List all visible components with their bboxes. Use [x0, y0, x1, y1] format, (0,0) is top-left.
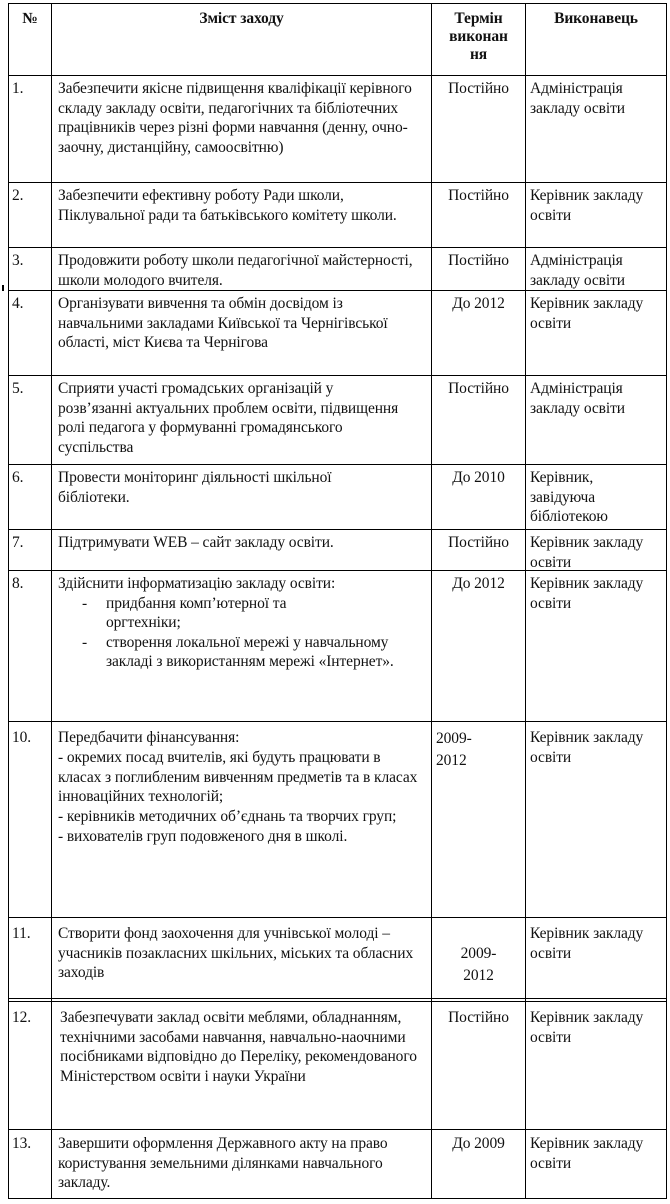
row-exec: Керівник закладу освіти — [530, 1009, 644, 1046]
rule — [8, 529, 667, 530]
rule — [8, 917, 667, 918]
row-term: Постійно — [448, 534, 509, 551]
row-num: 8. — [12, 575, 24, 592]
row-exec: Адміністрація закладу освіти — [530, 80, 625, 117]
row-task-text: Здійснити інформатизацію закладу освіти: — [58, 575, 336, 592]
row-exec: Керівник закладу освіти — [530, 575, 644, 612]
rule — [8, 3, 9, 1199]
row-term: Постійно — [448, 80, 509, 97]
row-task: Передбачити фінансування: - окремих посад вчителів, які будуть працювати в класах з поглибленим вивченням предметів та в класах інноваційних технологій; - керівників методичних об’єднань та творчих груп; - вихователів груп подовженого дня в школі. — [58, 729, 418, 845]
row-task: Забезпечувати заклад освіти меблями, обладнанням, технічними засобами навчання, навчально-наочними посібниками відповідно до Переліку, рекомендованого Міністерством освіти і науки України — [60, 1009, 417, 1085]
row-term: 2009- 2012 — [436, 730, 472, 769]
row-num: 3. — [12, 252, 24, 269]
row-task: Створити фонд заохочення для учнівської молоді – учасників позакласних шкільних, міських та обласних заходів — [58, 925, 414, 981]
row-num: 10. — [12, 729, 32, 746]
row-term: До 2009 — [452, 1135, 505, 1152]
row-num: 1. — [12, 80, 24, 97]
row-num: 2. — [12, 187, 24, 204]
row-num: 4. — [12, 295, 24, 312]
rule — [8, 464, 667, 465]
row-term: Постійно — [448, 380, 509, 397]
row-num: 6. — [12, 469, 24, 486]
row-term: До 2010 — [452, 469, 505, 486]
row-task — [58, 574, 428, 672]
header-task: Зміст заходу — [199, 10, 284, 27]
row-exec: Керівник закладу освіти — [530, 1135, 644, 1172]
rule — [8, 1198, 667, 1199]
rule — [8, 721, 667, 722]
row-task: Забезпечити якісне підвищення кваліфікації керівного складу закладу освіти, педагогічних та бібліотечних працівників через різні форми навчання (денну, очно-заочну, дистанційну, самоосвітню) — [58, 80, 412, 156]
row-exec: Керівник закладу освіти — [530, 295, 644, 332]
row-task: Забезпечити ефективну роботу Ради школи, Піклувальної ради та батьківського комітету школи. — [58, 187, 397, 224]
row-num: 7. — [12, 534, 24, 551]
row-exec: Керівник закладу освіти — [530, 534, 644, 571]
row-term: До 2012 — [452, 575, 505, 592]
row-task: Організувати вивчення та обмін досвідом із навчальними закладами Київської та Чернігівської області, міст Києва та Чернігова — [58, 295, 388, 351]
row-exec: Керівник закладу освіти — [530, 925, 644, 962]
row-exec: Керівник закладу освіти — [530, 729, 644, 766]
row-exec: Адміністрація закладу освіти — [530, 380, 625, 417]
rule — [666, 3, 667, 1199]
row-task: Завершити оформлення Державного акту на право користування земельними ділянками навчального закладу. — [58, 1135, 388, 1191]
rule — [8, 998, 667, 999]
row-term: Постійно — [448, 187, 509, 204]
rule — [8, 1001, 667, 1002]
row-exec: Адміністрація закладу освіти — [530, 252, 625, 289]
rule — [8, 182, 667, 183]
header-num: № — [22, 10, 38, 27]
rule — [8, 290, 667, 291]
rule — [8, 375, 667, 376]
rule — [8, 75, 667, 76]
row-term: 2009- 2012 — [460, 945, 497, 984]
row-num: 5. — [12, 380, 24, 397]
row-num: 13. — [12, 1135, 32, 1152]
rule — [8, 3, 667, 4]
header-exec: Виконавець — [554, 10, 638, 27]
row-task: Продовжити роботу школи педагогічної майстерності, школи молодого вчителя. — [58, 252, 413, 289]
rule — [8, 1129, 667, 1130]
header-term: Термін виконан ня — [449, 10, 508, 63]
rule — [525, 3, 526, 1199]
row-term: Постійно — [448, 252, 509, 269]
rule — [8, 247, 667, 248]
row-num: 12. — [12, 1009, 32, 1026]
bullet-item: - придбання комп’ютерної та оргтехніки; — [106, 594, 346, 633]
margin-mark — [2, 285, 4, 291]
margin-mark — [666, 283, 667, 291]
bullet-item: - створення локальної мережі у навчальному закладі з використанням мережі «Інтернет». — [106, 633, 406, 672]
row-exec: Керівник закладу освіти — [530, 187, 644, 224]
rule — [51, 3, 52, 1199]
bullet-list — [58, 594, 428, 672]
row-exec: Керівник, завідуюча бібліотекою — [530, 469, 608, 525]
row-task: Сприяти участі громадських організацій у розв’язанні актуальних проблем освіти, підвищення ролі педагога у формуванні громадянського суспільства — [58, 380, 399, 456]
row-num: 11. — [12, 925, 31, 942]
row-task: Підтримувати WEB – сайт закладу освіти. — [58, 534, 334, 551]
row-term: Постійно — [448, 1009, 509, 1026]
row-term: До 2012 — [452, 295, 505, 312]
row-task: Провести моніторинг діяльності шкільної бібліотеки. — [58, 469, 332, 506]
